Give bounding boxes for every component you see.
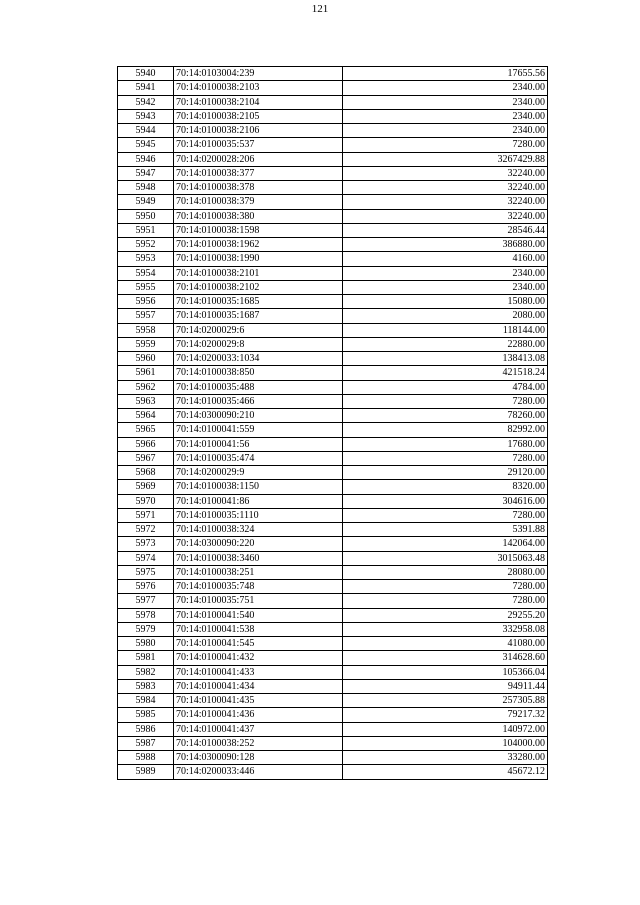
cadastral-number-cell: 70:14:0200029:8 [174, 337, 343, 351]
row-number-cell: 5966 [118, 437, 174, 451]
table-row [118, 765, 548, 779]
cadastral-value-cell: 314628.60 [343, 651, 548, 665]
cadastral-number-cell: 70:14:0100041:538 [174, 622, 343, 636]
cadastral-number-cell: 70:14:0100038:2106 [174, 124, 343, 138]
cadastral-number-cell: 70:14:0100035:537 [174, 138, 343, 152]
row-number-cell: 5974 [118, 551, 174, 565]
cadastral-value-cell: 5391.88 [343, 523, 548, 537]
row-number-cell: 5955 [118, 280, 174, 294]
cadastral-value-cell: 28546.44 [343, 223, 548, 237]
table-row [118, 124, 548, 138]
cadastral-value-cell: 2340.00 [343, 109, 548, 123]
table-row [118, 380, 548, 394]
cadastral-value-cell: 29120.00 [343, 466, 548, 480]
cadastral-number-cell: 70:14:0100038:1150 [174, 480, 343, 494]
table-row [118, 81, 548, 95]
table-row [118, 637, 548, 651]
cadastral-value-cell: 8320.00 [343, 480, 548, 494]
table-row [118, 152, 548, 166]
table-row [118, 608, 548, 622]
table-row [118, 67, 548, 81]
cadastral-number-cell: 70:14:0100038:2101 [174, 266, 343, 280]
cadastral-number-cell: 70:14:0100038:2102 [174, 280, 343, 294]
cadastral-value-cell: 421518.24 [343, 366, 548, 380]
cadastral-value-cell: 22880.00 [343, 337, 548, 351]
cadastral-number-cell: 70:14:0100038:2104 [174, 95, 343, 109]
cadastral-value-cell: 94911.44 [343, 679, 548, 693]
row-number-cell: 5961 [118, 366, 174, 380]
row-number-cell: 5945 [118, 138, 174, 152]
cadastral-value-cell: 32240.00 [343, 181, 548, 195]
cadastral-value-cell: 45672.12 [343, 765, 548, 779]
row-number-cell: 5959 [118, 337, 174, 351]
table-row [118, 694, 548, 708]
cadastral-number-cell: 70:14:0300090:128 [174, 751, 343, 765]
cadastral-value-cell: 2340.00 [343, 124, 548, 138]
cadastral-number-cell: 70:14:0100041:545 [174, 637, 343, 651]
cadastral-value-cell: 7280.00 [343, 580, 548, 594]
cadastral-value-cell: 78260.00 [343, 409, 548, 423]
row-number-cell: 5987 [118, 736, 174, 750]
cadastral-number-cell: 70:14:0200029:9 [174, 466, 343, 480]
cadastral-number-cell: 70:14:0100038:378 [174, 181, 343, 195]
cadastral-number-cell: 70:14:0100041:559 [174, 423, 343, 437]
cadastral-value-cell: 32240.00 [343, 209, 548, 223]
table-row [118, 366, 548, 380]
table-row [118, 480, 548, 494]
row-number-cell: 5942 [118, 95, 174, 109]
cadastral-number-cell: 70:14:0100038:3460 [174, 551, 343, 565]
row-number-cell: 5977 [118, 594, 174, 608]
row-number-cell: 5960 [118, 352, 174, 366]
table-row [118, 594, 548, 608]
table-row [118, 266, 548, 280]
row-number-cell: 5982 [118, 665, 174, 679]
row-number-cell: 5975 [118, 565, 174, 579]
row-number-cell: 5948 [118, 181, 174, 195]
cadastral-number-cell: 70:14:0100038:324 [174, 523, 343, 537]
row-number-cell: 5946 [118, 152, 174, 166]
cadastral-value-cell: 304616.00 [343, 494, 548, 508]
row-number-cell: 5949 [118, 195, 174, 209]
cadastral-number-cell: 70:14:0200033:446 [174, 765, 343, 779]
table-row [118, 508, 548, 522]
cadastral-value-cell: 28080.00 [343, 565, 548, 579]
cadastral-number-cell: 70:14:0100038:377 [174, 166, 343, 180]
cadastral-value-cell: 2340.00 [343, 266, 548, 280]
cadastral-number-cell: 70:14:0100035:466 [174, 394, 343, 408]
cadastral-value-cell: 118144.00 [343, 323, 548, 337]
row-number-cell: 5947 [118, 166, 174, 180]
cadastral-value-cell: 140972.00 [343, 722, 548, 736]
table-row [118, 109, 548, 123]
table-row [118, 223, 548, 237]
table-row [118, 295, 548, 309]
row-number-cell: 5978 [118, 608, 174, 622]
cadastral-value-cell: 2340.00 [343, 81, 548, 95]
table-row [118, 238, 548, 252]
cadastral-number-cell: 70:14:0100041:435 [174, 694, 343, 708]
cadastral-number-cell: 70:14:0100035:1685 [174, 295, 343, 309]
cadastral-number-cell: 70:14:0100041:540 [174, 608, 343, 622]
table-row [118, 280, 548, 294]
row-number-cell: 5981 [118, 651, 174, 665]
cadastral-value-cell: 142064.00 [343, 537, 548, 551]
cadastral-number-cell: 70:14:0100041:432 [174, 651, 343, 665]
cadastral-number-cell: 70:14:0100038:1962 [174, 238, 343, 252]
table-row [118, 722, 548, 736]
cadastral-number-cell: 70:14:0100041:434 [174, 679, 343, 693]
cadastral-value-cell: 332958.08 [343, 622, 548, 636]
table-row [118, 580, 548, 594]
row-number-cell: 5943 [118, 109, 174, 123]
table-row [118, 665, 548, 679]
cadastral-number-cell: 70:14:0100038:380 [174, 209, 343, 223]
cadastral-value-cell: 2340.00 [343, 280, 548, 294]
cadastral-number-cell: 70:14:0100035:488 [174, 380, 343, 394]
table-row [118, 651, 548, 665]
cadastral-value-cell: 2340.00 [343, 95, 548, 109]
row-number-cell: 5985 [118, 708, 174, 722]
table-row [118, 437, 548, 451]
row-number-cell: 5980 [118, 637, 174, 651]
table-row [118, 323, 548, 337]
table-row [118, 523, 548, 537]
row-number-cell: 5944 [118, 124, 174, 138]
cadastral-number-cell: 70:14:0100038:251 [174, 565, 343, 579]
cadastral-value-cell: 257305.88 [343, 694, 548, 708]
table-row [118, 394, 548, 408]
table-row [118, 537, 548, 551]
table-row [118, 751, 548, 765]
cadastral-value-cell: 3267429.88 [343, 152, 548, 166]
cadastral-value-cell: 41080.00 [343, 637, 548, 651]
table-row [118, 252, 548, 266]
cadastral-value-cell: 105366.04 [343, 665, 548, 679]
cadastral-number-cell: 70:14:0100038:1990 [174, 252, 343, 266]
cadastral-number-cell: 70:14:0100035:1110 [174, 508, 343, 522]
row-number-cell: 5954 [118, 266, 174, 280]
cadastral-number-cell: 70:14:0100035:1687 [174, 309, 343, 323]
table-body [118, 67, 548, 780]
cadastral-number-cell: 70:14:0100038:1598 [174, 223, 343, 237]
row-number-cell: 5973 [118, 537, 174, 551]
cadastral-value-table [117, 66, 548, 780]
table-row [118, 181, 548, 195]
cadastral-number-cell: 70:14:0103004:239 [174, 67, 343, 81]
row-number-cell: 5970 [118, 494, 174, 508]
cadastral-number-cell: 70:14:0100038:2105 [174, 109, 343, 123]
cadastral-value-cell: 7280.00 [343, 394, 548, 408]
row-number-cell: 5962 [118, 380, 174, 394]
cadastral-number-cell: 70:14:0100038:850 [174, 366, 343, 380]
cadastral-value-cell: 2080.00 [343, 309, 548, 323]
cadastral-number-cell: 70:14:0100041:86 [174, 494, 343, 508]
cadastral-value-cell: 17655.56 [343, 67, 548, 81]
row-number-cell: 5972 [118, 523, 174, 537]
row-number-cell: 5967 [118, 451, 174, 465]
cadastral-value-cell: 79217.32 [343, 708, 548, 722]
cadastral-value-cell: 17680.00 [343, 437, 548, 451]
cadastral-value-cell: 29255.20 [343, 608, 548, 622]
table-row [118, 451, 548, 465]
table-row [118, 337, 548, 351]
cadastral-value-cell: 386880.00 [343, 238, 548, 252]
row-number-cell: 5940 [118, 67, 174, 81]
row-number-cell: 5988 [118, 751, 174, 765]
row-number-cell: 5986 [118, 722, 174, 736]
table-row [118, 166, 548, 180]
cadastral-value-cell: 3015063.48 [343, 551, 548, 565]
cadastral-number-cell: 70:14:0100038:252 [174, 736, 343, 750]
cadastral-number-cell: 70:14:0100041:437 [174, 722, 343, 736]
cadastral-value-cell: 138413.08 [343, 352, 548, 366]
table-row [118, 551, 548, 565]
table-row [118, 195, 548, 209]
table-row [118, 708, 548, 722]
row-number-cell: 5956 [118, 295, 174, 309]
cadastral-number-cell: 70:14:0300090:220 [174, 537, 343, 551]
page-number: 121 [311, 3, 329, 15]
cadastral-number-cell: 70:14:0100041:56 [174, 437, 343, 451]
table-row [118, 494, 548, 508]
row-number-cell: 5965 [118, 423, 174, 437]
row-number-cell: 5941 [118, 81, 174, 95]
table-row [118, 352, 548, 366]
cadastral-number-cell: 70:14:0100038:2103 [174, 81, 343, 95]
table-row [118, 622, 548, 636]
cadastral-value-cell: 7280.00 [343, 451, 548, 465]
cadastral-number-cell: 70:14:0300090:210 [174, 409, 343, 423]
cadastral-number-cell: 70:14:0200028:206 [174, 152, 343, 166]
cadastral-value-cell: 32240.00 [343, 195, 548, 209]
table-row [118, 209, 548, 223]
row-number-cell: 5958 [118, 323, 174, 337]
cadastral-number-cell: 70:14:0100041:436 [174, 708, 343, 722]
table-row [118, 409, 548, 423]
table-row [118, 466, 548, 480]
table-row [118, 138, 548, 152]
cadastral-number-cell: 70:14:0100035:748 [174, 580, 343, 594]
row-number-cell: 5969 [118, 480, 174, 494]
row-number-cell: 5971 [118, 508, 174, 522]
row-number-cell: 5989 [118, 765, 174, 779]
table-row [118, 565, 548, 579]
row-number-cell: 5951 [118, 223, 174, 237]
cadastral-number-cell: 70:14:0100035:751 [174, 594, 343, 608]
row-number-cell: 5976 [118, 580, 174, 594]
cadastral-number-cell: 70:14:0100041:433 [174, 665, 343, 679]
table-row [118, 423, 548, 437]
table-row [118, 309, 548, 323]
row-number-cell: 5984 [118, 694, 174, 708]
row-number-cell: 5968 [118, 466, 174, 480]
cadastral-value-cell: 104000.00 [343, 736, 548, 750]
row-number-cell: 5963 [118, 394, 174, 408]
cadastral-value-cell: 82992.00 [343, 423, 548, 437]
cadastral-value-cell: 15080.00 [343, 295, 548, 309]
row-number-cell: 5979 [118, 622, 174, 636]
cadastral-number-cell: 70:14:0100035:474 [174, 451, 343, 465]
table-row [118, 95, 548, 109]
row-number-cell: 5952 [118, 238, 174, 252]
row-number-cell: 5983 [118, 679, 174, 693]
cadastral-value-cell: 4160.00 [343, 252, 548, 266]
cadastral-value-cell: 7280.00 [343, 508, 548, 522]
cadastral-value-cell: 7280.00 [343, 138, 548, 152]
row-number-cell: 5950 [118, 209, 174, 223]
table-row [118, 736, 548, 750]
cadastral-number-cell: 70:14:0200029:6 [174, 323, 343, 337]
cadastral-number-cell: 70:14:0100038:379 [174, 195, 343, 209]
cadastral-value-cell: 32240.00 [343, 166, 548, 180]
row-number-cell: 5957 [118, 309, 174, 323]
table-row [118, 679, 548, 693]
cadastral-value-cell: 33280.00 [343, 751, 548, 765]
cadastral-value-cell: 7280.00 [343, 594, 548, 608]
cadastral-value-cell: 4784.00 [343, 380, 548, 394]
row-number-cell: 5964 [118, 409, 174, 423]
row-number-cell: 5953 [118, 252, 174, 266]
cadastral-number-cell: 70:14:0200033:1034 [174, 352, 343, 366]
